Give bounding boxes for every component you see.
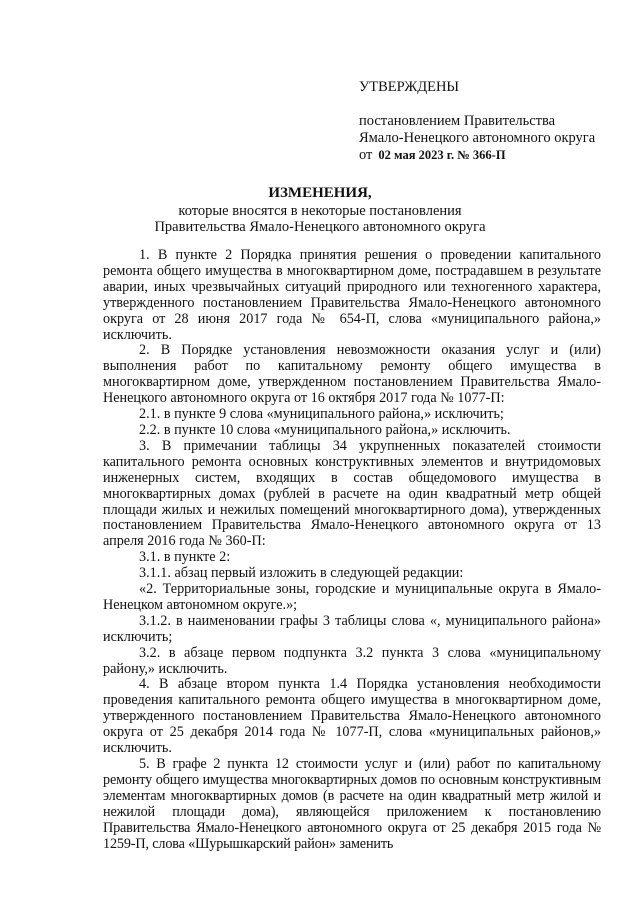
paragraph-2-2: 2.2. в пункте 10 слова «муниципального района,» исключить. — [139, 421, 511, 438]
document-body — [103, 248, 601, 852]
approval-title: УТВЕРЖДЕНЫ — [359, 79, 460, 95]
paragraph-3-1-2: 3.1.2. в наименовании графы 3 таблицы слова «, муниципального района» исключить; — [103, 612, 601, 645]
paragraph-2: 2. В Порядке установления невозможности оказания услуг и (или) выполнения работ по капитальному ремонту общего имущества в многоквартирном доме, утвержденном постановлением Правительства Ямало-Ненецкого автономного округа от 16 октября 2017 года № 1077-П: — [103, 342, 601, 407]
approval-line-1: постановлением Правительства — [359, 113, 556, 129]
paragraph-3-2: 3.2. в абзаце первом подпункта 3.2 пункта 3 слова «муниципальному району,» исключить. — [103, 644, 601, 677]
paragraph-3-1-1: 3.1.1. абзац первый изложить в следующей редакции: — [139, 565, 464, 582]
paragraph-3: 3. В примечании таблицы 34 укрупненных показателей стоимости капитального ремонта основных конструктивных элементов и внутридомовых инженерных систем, входящих в состав общедомового имущества в многоквартирных домах (рублей в расчете на один квадратный метр общей площади жилых и нежилых помещений многоквартирного дома), утвержденных постановлением Правительства Ямало-Ненецкого автономного округа от 13 апреля 2016 года № 360-П: — [103, 437, 601, 550]
approval-line-2: Ямало-Ненецкого автономного округа — [359, 130, 596, 146]
paragraph-quote: «2. Территориальные зоны, городские и муниципальные округа в Ямало-Ненецком автономном округе.»; — [103, 581, 601, 613]
document-subtitle-1: которые вносятся в некоторые постановления — [178, 203, 462, 219]
approval-date-prefix: от — [359, 147, 373, 163]
paragraph-5: 5. В графе 2 пункта 12 стоимости услуг и (или) работ по капитальному ремонту общего имущества многоквартирных домов по основным конструктивным элементам многоквартирных домов (в расчете на один квадратный метр жилой и нежилой площади дома), являющейся приложением к постановлению Правительства Ямало-Ненецкого автономного округа от 25 декабря 2015 года № 1259-П, слова «Шурышкарский район» заменить — [103, 756, 601, 852]
approval-block — [359, 79, 629, 164]
document-subtitle-2: Правительства Ямало-Ненецкого автономного округа — [154, 219, 486, 235]
approval-date-line — [359, 147, 629, 164]
paragraph-2-1: 2.1. в пункте 9 слова «муниципального района,» исключить; — [139, 406, 504, 423]
approval-date-value: 02 мая 2023 г. № 366-П — [378, 148, 506, 162]
paragraph-1: 1. В пункте 2 Порядка принятия решения о проведении капитального ремонта общего имущества в многоквартирном доме, пострадавшем в результате аварии, иных чрезвычайных ситуаций природного или техногенного характера, утвержденного постановлением Правительства Ямало-Ненецкого автономного округа от 28 июня 2017 года № 654-П, слова «муниципального района,» исключить. — [103, 247, 601, 343]
paragraph-4: 4. В абзаце втором пункта 1.4 Порядка установления необходимости проведения капитального ремонта общего имущества в многоквартирном доме, утвержденного постановлением Правительства Ямало-Ненецкого автономного округа от 25 декабря 2014 года № 1077-П, слова «муниципальных районов,» исключить. — [103, 676, 601, 757]
document-title: ИЗМЕНЕНИЯ, — [268, 185, 372, 201]
paragraph-3-1: 3.1. в пункте 2: — [139, 549, 231, 566]
